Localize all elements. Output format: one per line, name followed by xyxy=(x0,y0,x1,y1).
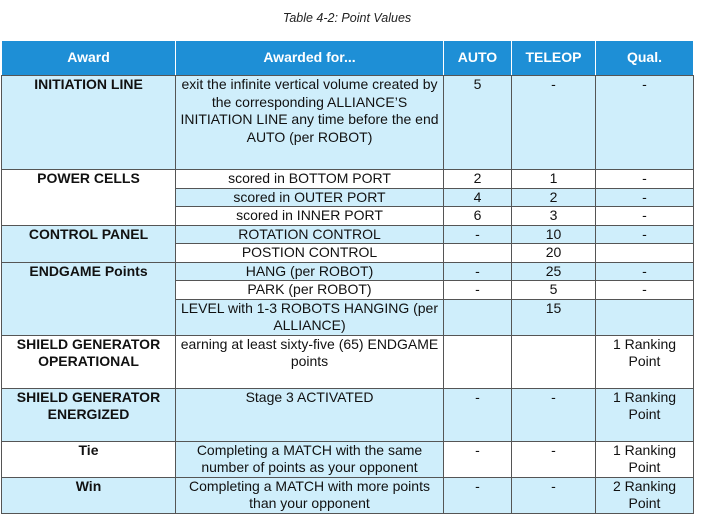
teleop-cell: - xyxy=(512,477,596,513)
auto-cell: 4 xyxy=(444,188,512,207)
awarded-for-cell: HANG (per ROBOT) xyxy=(176,262,444,281)
auto-cell: - xyxy=(444,441,512,477)
awarded-for-cell: LEVEL with 1-3 ROBOTS HANGING (per ALLIANCE) xyxy=(176,299,444,335)
auto-cell xyxy=(444,335,512,388)
auto-cell xyxy=(444,244,512,263)
table-row xyxy=(2,262,694,281)
auto-cell: 2 xyxy=(444,170,512,189)
teleop-cell: 20 xyxy=(512,244,596,263)
header-row xyxy=(2,41,694,76)
header-auto: AUTO xyxy=(444,41,512,76)
auto-cell: - xyxy=(444,281,512,300)
award-cell: INITIATION LINE xyxy=(2,76,176,170)
awarded-for-cell: exit the infinite vertical volume created by the corresponding ALLIANCE’S INITIATION LINE any time before the end AUTO (per ROBOT) xyxy=(176,76,444,170)
teleop-cell: - xyxy=(512,441,596,477)
awarded-for-cell: ROTATION CONTROL xyxy=(176,225,444,244)
qual-cell xyxy=(596,244,694,263)
qual-cell: - xyxy=(596,281,694,300)
award-cell: ENDGAME Points xyxy=(2,262,176,335)
table-row xyxy=(2,335,694,388)
header-awarded-for: Awarded for... xyxy=(176,41,444,76)
header-qual: Qual. xyxy=(596,41,694,76)
table-row xyxy=(2,225,694,244)
qual-cell: 1 Ranking Point xyxy=(596,441,694,477)
table-caption: Table 4-2: Point Values xyxy=(282,11,412,25)
auto-cell: - xyxy=(444,388,512,441)
qual-cell xyxy=(596,299,694,335)
table-row xyxy=(2,170,694,189)
qual-cell: - xyxy=(596,170,694,189)
award-cell: POWER CELLS xyxy=(2,170,176,226)
auto-cell: - xyxy=(444,225,512,244)
teleop-cell: - xyxy=(512,76,596,170)
awarded-for-cell: scored in OUTER PORT xyxy=(176,188,444,207)
awarded-for-cell: scored in BOTTOM PORT xyxy=(176,170,444,189)
auto-cell xyxy=(444,299,512,335)
qual-cell: - xyxy=(596,76,694,170)
awarded-for-cell: Completing a MATCH with the same number of points as your opponent xyxy=(176,441,444,477)
auto-cell: 5 xyxy=(444,76,512,170)
award-cell: Win xyxy=(2,477,176,513)
auto-cell: - xyxy=(444,477,512,513)
awarded-for-cell: earning at least sixty-five (65) ENDGAME points xyxy=(176,335,444,388)
award-cell: CONTROL PANEL xyxy=(2,225,176,262)
qual-cell: 1 Ranking Point xyxy=(596,335,694,388)
awarded-for-cell: POSTION CONTROL xyxy=(176,244,444,263)
qual-cell: - xyxy=(596,207,694,226)
qual-cell: 2 Ranking Point xyxy=(596,477,694,513)
teleop-cell: 5 xyxy=(512,281,596,300)
award-cell: SHIELD GENERATOR OPERATIONAL xyxy=(2,335,176,388)
teleop-cell: 1 xyxy=(512,170,596,189)
auto-cell: - xyxy=(444,262,512,281)
header-teleop: TELEOP xyxy=(512,41,596,76)
teleop-cell: 3 xyxy=(512,207,596,226)
teleop-cell: 15 xyxy=(512,299,596,335)
awarded-for-cell: Completing a MATCH with more points than your opponent xyxy=(176,477,444,513)
qual-cell: - xyxy=(596,262,694,281)
teleop-cell: 2 xyxy=(512,188,596,207)
auto-cell: 6 xyxy=(444,207,512,226)
awarded-for-cell: Stage 3 ACTIVATED xyxy=(176,388,444,441)
point-values-table xyxy=(1,40,694,514)
table-row xyxy=(2,388,694,441)
award-cell: Tie xyxy=(2,441,176,477)
teleop-cell: - xyxy=(512,388,596,441)
table-row xyxy=(2,477,694,513)
teleop-cell: 25 xyxy=(512,262,596,281)
teleop-cell xyxy=(512,335,596,388)
header-award: Award xyxy=(2,41,176,76)
teleop-cell: 10 xyxy=(512,225,596,244)
award-cell: SHIELD GENERATOR ENERGIZED xyxy=(2,388,176,441)
table-row xyxy=(2,76,694,170)
table-row xyxy=(2,441,694,477)
awarded-for-cell: PARK (per ROBOT) xyxy=(176,281,444,300)
awarded-for-cell: scored in INNER PORT xyxy=(176,207,444,226)
qual-cell: - xyxy=(596,188,694,207)
qual-cell: 1 Ranking Point xyxy=(596,388,694,441)
qual-cell: - xyxy=(596,225,694,244)
